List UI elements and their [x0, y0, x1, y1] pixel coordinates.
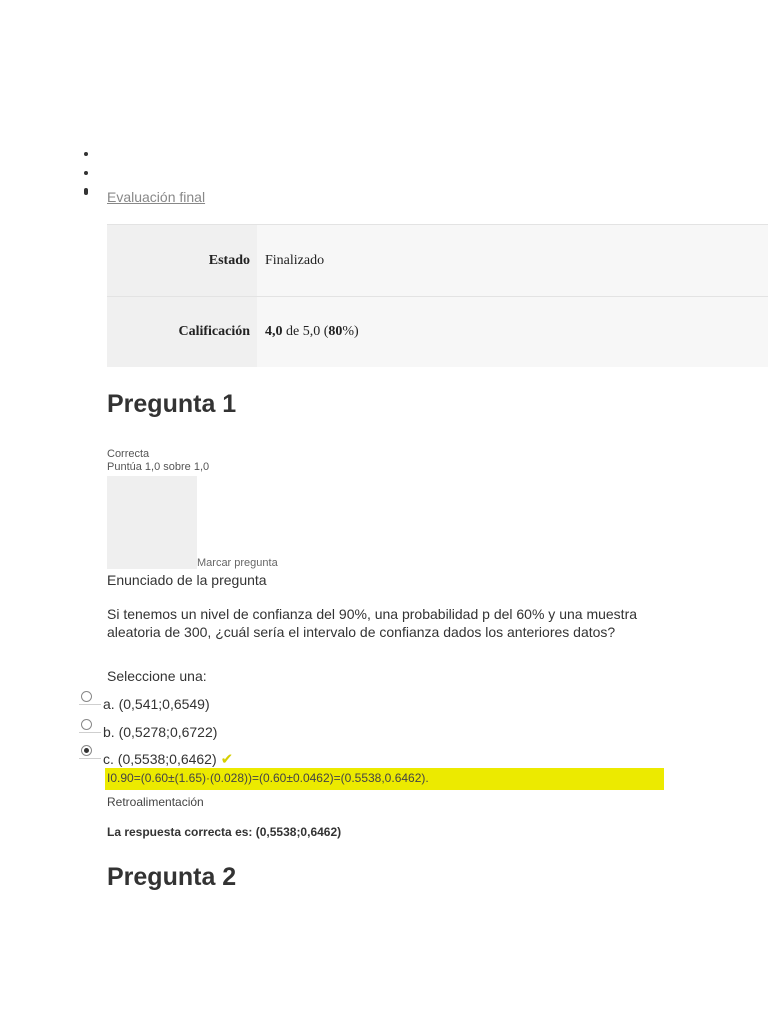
- feedback-label: Retroalimentación: [107, 795, 204, 809]
- flag-question-link[interactable]: Marcar pregunta: [197, 557, 278, 569]
- answer-option-b-label: b. (0,5278;0,6722): [103, 724, 218, 740]
- question-1-status: Correcta: [107, 448, 150, 460]
- answer-option-a[interactable]: [79, 691, 279, 717]
- question-1-info: [107, 448, 209, 474]
- question-2-title: Pregunta 2: [107, 863, 237, 891]
- correct-answer-text: La respuesta correcta es: (0,5538;0,6462): [107, 825, 342, 839]
- grade-score: 4,0: [265, 324, 283, 339]
- question-1-heading: Enunciado de la pregunta: [107, 572, 267, 588]
- flag-question-box[interactable]: [107, 476, 197, 569]
- check-icon: ✔: [220, 751, 234, 768]
- option-divider: [79, 704, 101, 705]
- question-1-score: Puntúa 1,0 sobre 1,0: [107, 461, 210, 473]
- option-divider: [79, 732, 101, 733]
- feedback-formula: I0.90=(0.60±(1.65)·(0.028))=(0.60±0.0462)=(0.5538,0.6462).: [105, 768, 664, 790]
- summary-row-estado: [107, 224, 768, 296]
- grade-of: de 5,0 (: [282, 324, 329, 339]
- radio-a[interactable]: [81, 691, 92, 702]
- summary-value-estado: Finalizado: [257, 225, 768, 296]
- breadcrumb-link-evaluacion-final[interactable]: Evaluación final: [107, 189, 206, 205]
- summary-row-calificacion: [107, 296, 768, 367]
- option-divider: [79, 758, 101, 759]
- summary-value-calificacion: [257, 297, 768, 367]
- answer-option-a-label: a. (0,541;0,6549): [103, 696, 210, 712]
- answer-option-b[interactable]: [79, 719, 279, 745]
- question-1-prompt: Seleccione una:: [107, 668, 207, 684]
- grade-percent: 80: [328, 324, 343, 339]
- summary-label-estado: Estado: [107, 225, 257, 296]
- question-1-title: Pregunta 1: [107, 390, 237, 418]
- answer-option-c-label: c. (0,5538;0,6462): [103, 751, 217, 767]
- radio-b[interactable]: [81, 719, 92, 730]
- radio-c[interactable]: [81, 745, 92, 756]
- summary-label-calificacion: Calificación: [107, 297, 257, 367]
- question-1-text: Si tenemos un nivel de confianza del 90%, una probabilidad p del 60% y una muestra aleatoria de 300, ¿cuál sería el intervalo de confianza dados los anteriores datos?: [107, 606, 638, 640]
- grade-percent-suffix: %): [342, 324, 359, 339]
- attempt-summary-table: [107, 224, 768, 367]
- answer-option-c-label-wrap: [103, 750, 233, 768]
